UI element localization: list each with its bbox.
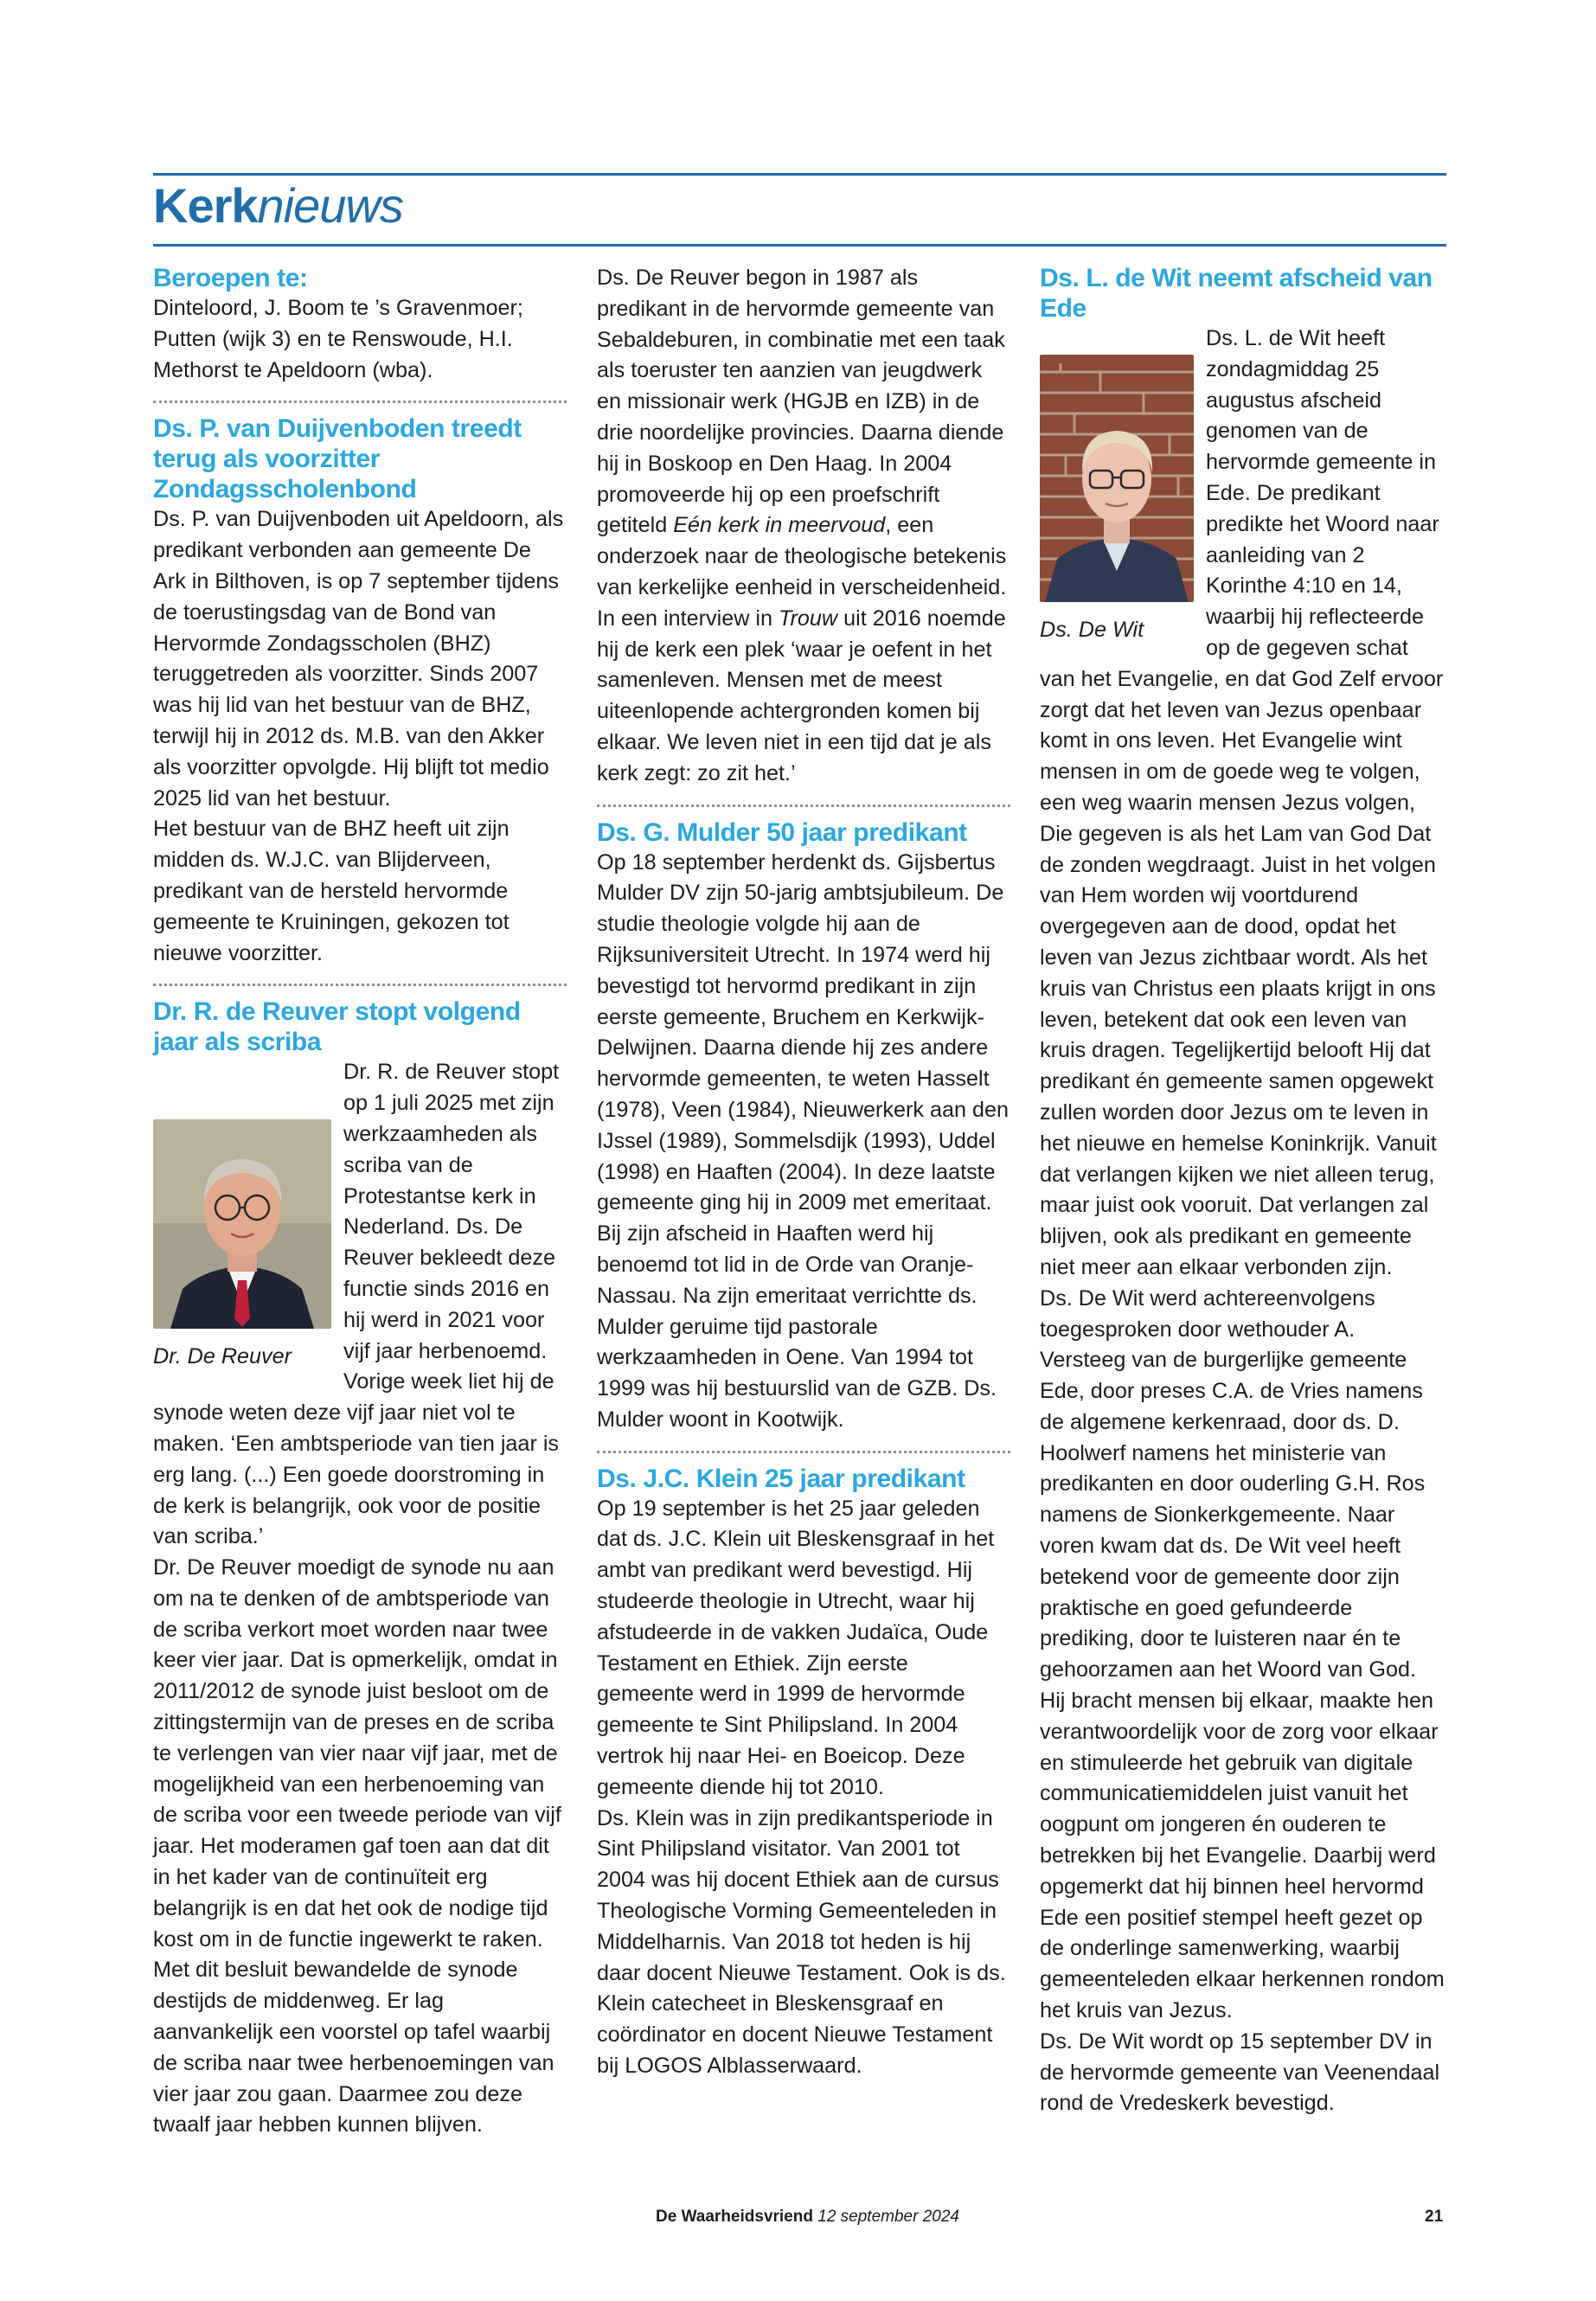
article-body: Dr. De Reuver moedigt de synode nu aan om na te denken of de ambtsperiode van de scriba verkort moet worden naar twee keer vier jaar. Dat is opmerkelijk, omdat in 2011/2012 de synode juist besloot om de zittingstermijn van de preses en de scriba te verlengen van vier naar vijf jaar, met de mogelijkheid van een herbenoeming van de scriba voor een tweede periode van vijf jaar. Het moderamen gaf toen aan dat dit in het kader van de continuïteit erg belangrijk is en dat het ook de nodige tijd kost om in de functie ingewerkt te raken. Met dit besluit bewandelde de synode destijds de middenweg. Er lag aanvankelijk een voorstel op tafel waarbij de scriba naar twee herbenoemingen van vier jaar zou gaan. Daarmee zou deze twaalf jaar hebben kunnen blijven. (153, 1555, 561, 2138)
book-title: Eén kerk in meervoud (673, 513, 886, 538)
article-body: Dinteloord, J. Boom te ’s Gravenmoer; Putten (wijk 3) en te Renswoude, H.I. Methorst te Apeldoorn (wba). (153, 296, 523, 382)
article-heading: Dr. R. de Reuver stopt volgend jaar als scriba (153, 997, 521, 1057)
article-body (1040, 324, 1446, 1284)
dotted-divider (153, 401, 567, 403)
article-heading: Ds. P. van Duijvenboden treedt terug als voorzitter Zondagsscholenbond (153, 414, 522, 504)
photo-figure (1040, 355, 1194, 643)
photo-figure (153, 1119, 331, 1369)
article-body: Ds. P. van Duijvenboden uit Apeldoorn, als predikant verbonden aan gemeente De Ark in Bilthoven, is op 7 september tijdens de toerustingsdag van de Bond van Hervormde Zondagsscholen (BHZ) teruggetreden als voorzitter. Sinds 2007 was hij lid van het bestuur van de BHZ, terwijl hij in 2012 ds. M.B. van den Akker als voorzitter opvolgde. Hij blijft tot medio 2025 lid van het bestuur. (153, 507, 564, 811)
title-rule (153, 244, 1446, 247)
article-body: Op 18 september herdenkt ds. Gijsbertus Mulder DV zijn 50-jarig ambtsjubileum. De studie theologie volgde hij aan de Rijksuniversiteit Utrecht. In 1974 werd hij bevestigd tot hervormd predikant in zijn eerste gemeente, Bruchem en Kerkwijk-Delwijnen. Daarna diende hij zes andere hervormde gemeenten, te weten Hasselt (1978), Veen (1984), Nieuwerkerk aan den IJssel (1989), Sommelsdijk (1993), Uddel (1998) en Haaften (2004). In deze laatste gemeente ging hij in 2009 met emeritaat. (597, 849, 1010, 1215)
article-heading: Ds. G. Mulder 50 jaar predikant (597, 817, 967, 847)
footer-publication (656, 2207, 959, 2227)
article-body (153, 1057, 567, 1553)
photo-caption: Dr. De Reuver (153, 1344, 292, 1369)
publication-name: De Waarheidsvriend (656, 2208, 813, 2226)
photo-caption: Ds. De Wit (1040, 617, 1144, 642)
article-heading: Ds. J.C. Klein 25 jaar predikant (597, 1464, 965, 1493)
section-title-light: nieuws (257, 178, 403, 233)
article-body (597, 263, 1010, 790)
article-body: Ds. Klein was in zijn predikantsperiode in Sint Philipsland visitator. Van 2001 tot 2004 was hij docent Ethiek aan de cursus Theologische Vorming Gemeenteleden in Middelharnis. Van 2018 tot heden is hij daar docent Nieuwe Testament. Ook is ds. Klein catecheet in Bleskensgraaf en coördinator en docent Nieuwe Testament bij LOGOS Alblasserwaard. (597, 1805, 1006, 2079)
portrait-photo-de-reuver (153, 1119, 331, 1329)
body-text: , een onderzoek naar de theologische betekenis van kerkelijke eenheid in verscheidenheid. In een interview in (597, 513, 1007, 631)
article-body: Bij zijn afscheid in Haaften werd hij benoemd tot lid in de Orde van Oranje-Nassau. Na zijn emeritaat verrichtte ds. Mulder geruime tijd pastorale werkzaamheden in Oene. Van 1994 tot 1999 was hij bestuurslid van de GZB. Ds. Mulder woont in Kootwijk. (597, 1221, 997, 1432)
page-number: 21 (1425, 2208, 1444, 2226)
dotted-divider (597, 1451, 1010, 1453)
newspaper-title: Trouw (779, 606, 838, 631)
section-title-bold: Kerk (153, 178, 258, 233)
article-heading: Beroepen te: (153, 264, 308, 292)
dotted-divider (597, 804, 1010, 807)
column-right (1040, 263, 1446, 2119)
dotted-divider (153, 984, 567, 986)
article-body-text: Ds. L. de Wit heeft zondagmiddag 25 augustus afscheid genomen van de hervormde gemeente in Ede. De predikant predikte het Woord naar aanleiding van 2 Korinthe 4:10 en 14, waarbij hij reflecteerde op de gegeven schat van het Evangelie, en dat God Zelf ervoor zorgt dat het leven van Jezus openbaar komt in ons leven. Het Evangelie wint mensen in om de goede weg te volgen, een weg waarin mensen Jezus volgen, Die gegeven is als het Lam van God Dat de zonden wegdraagt. Juist in het volgen van Hem worden wij voortdurend overgegeven aan de dood, opdat het leven van Jezus zichtbaar wordt. Als het kruis van Christus een plaats krijgt in ons leven, betekent dat ook een leven van kruis dragen. Tegelijkertijd belooft Hij dat predikant én gemeente samen opgewekt zullen worden door Jezus om te leven in het nieuwe en hemelse Koninkrijk. Vanuit dat verlangen kijken we niet alleen terug, maar juist ook vooruit. Dat verlangen zal blijven, ook als predikant en gemeente niet meer aan elkaar verbonden zijn. (1040, 326, 1444, 1279)
column-middle (597, 263, 1010, 2082)
article-heading: Ds. L. de Wit neemt afscheid van Ede (1040, 264, 1433, 323)
article-body: Ds. De Wit werd achtereenvolgens toegesproken door wethouder A. Versteeg van de burgerlijke gemeente Ede, door preses C.A. de Vries namens de algemene kerkenraad, door ds. D. Hoolwerf namens het ministerie van predikanten en door ouderling G.H. Ros namens de Sionkerkgemeente. Naar voren kwam dat ds. De Wit veel heeft betekend voor de gemeente door zijn praktische en goed gefundeerde prediking, door te luisteren naar én te gehoorzamen aan het Woord van God. Hij bracht mensen bij elkaar, maakte hen verantwoordelijk voor de zorg voor elkaar en stimuleerde het gebruik van digitale communicatiemiddelen juist vanuit het oogpunt om jongeren én ouderen te betrekken bij het Evangelie. Daarbij werd opgemerkt dat hij binnen heel hervormd Ede een positief stempel heeft gezet op de onderlinge samenwerking, waarbij gemeenteleden elkaar herkennen rondom het kruis van Jezus. (1040, 1285, 1445, 2023)
issue-date: 12 september 2024 (817, 2208, 959, 2226)
article-body-text: Dr. R. de Reuver stopt op 1 juli 2025 met zijn werkzaamheden als scriba van de Protestantse kerk in Nederland. Ds. De Reuver bekleedt deze functie sinds 2016 en hij werd in 2021 voor vijf jaar herbenoemd. Vorige week liet hij de synode weten deze vijf jaar niet vol te maken. ‘Een ambtsperiode van tien jaar is erg lang. (...) Een goede doorstroming in de kerk is belangrijk, ook voor de positie van scriba.’ (153, 1060, 560, 1549)
body-text: uit 2016 noemde hij de kerk een plek ‘waar je oefent in het samenleven. Mensen met de meest uiteenlopende achtergronden komen bij elkaar. We leven niet in een tijd dat je als kerk zegt: zo zit het.’ (597, 606, 1006, 785)
top-rule (153, 173, 1446, 176)
column-left (153, 263, 567, 2141)
article-body: Het bestuur van de BHZ heeft uit zijn midden ds. W.J.C. van Blijderveen, predikant van de hersteld hervormde gemeente te Kruiningen, gekozen tot nieuwe voorzitter. (153, 817, 510, 965)
body-text: Ds. De Reuver begon in 1987 als predikant in de hervormde gemeente van Sebaldeburen, in combinatie met een taak als toeruster ten aanzien van jeugdwerk en missionair werk (HGJB en IZB) in de drie noordelijke provincies. Daarna diende hij in Boskoop en Den Haag. In 2004 promoveerde hij op een proefschrift getiteld (597, 266, 1005, 538)
article-body: Ds. De Wit wordt op 15 september DV in de hervormde gemeente van Veenendaal rond de Vredeskerk bevestigd. (1040, 2029, 1440, 2116)
portrait-photo-de-wit (1040, 355, 1194, 602)
section-title (153, 176, 403, 235)
article-body: Op 19 september is het 25 jaar geleden dat ds. J.C. Klein uit Bleskensgraaf in het ambt van predikant werd bevestigd. Hij studeerde theologie in Utrecht, waar hij afstudeerde in de vakken Judaïca, Oude Testament en Ethiek. Zijn eerste gemeente werd in 1999 de hervormde gemeente te Sint Philipsland. In 2004 vertrok hij naar Hei- en Boeicop. Deze gemeente diende hij tot 2010. (597, 1496, 995, 1799)
